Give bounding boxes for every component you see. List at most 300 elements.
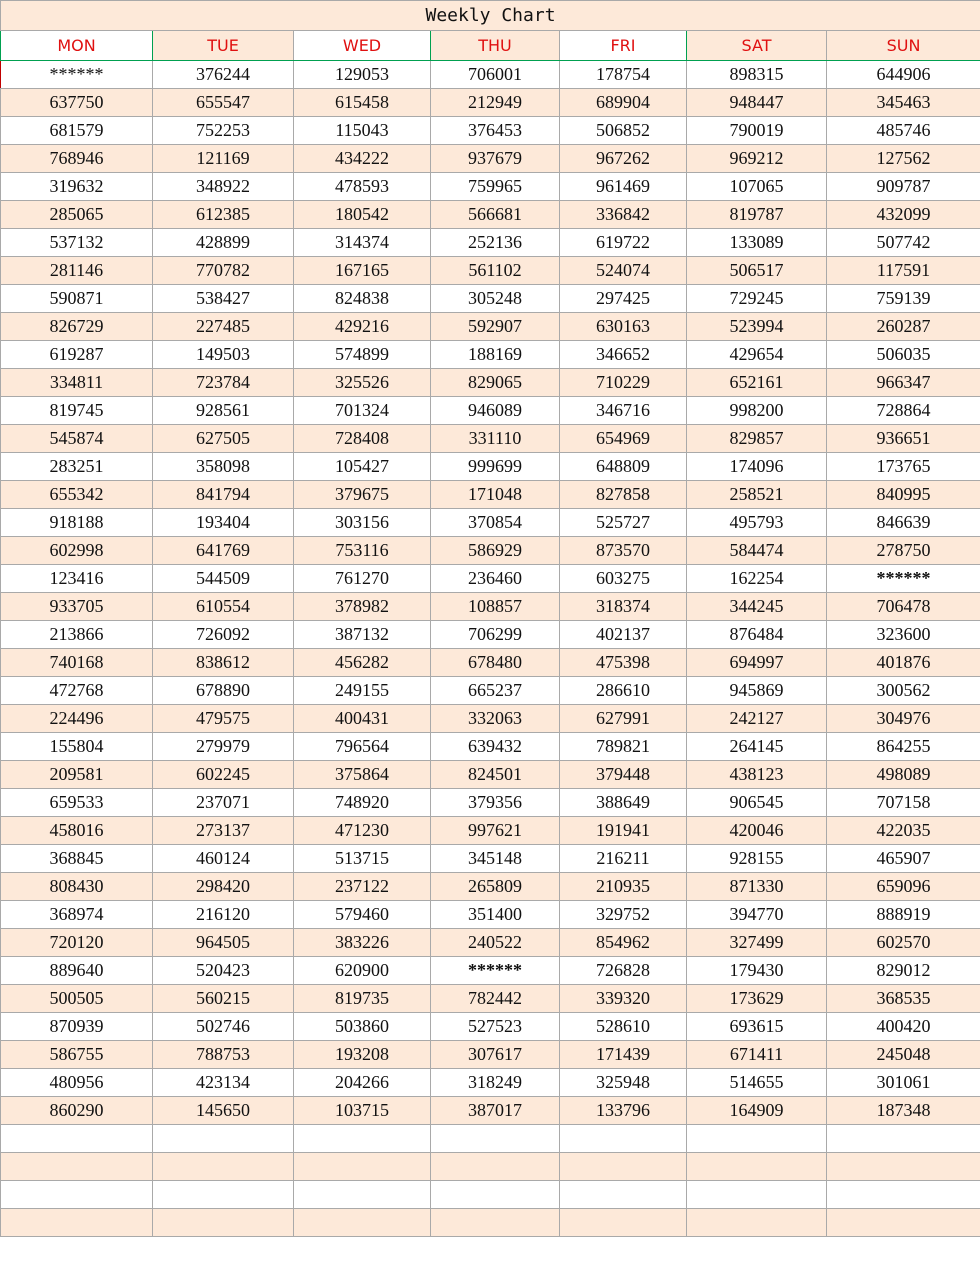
cell-fri: 216211 [560,845,687,873]
cell-wed: 819735 [294,985,431,1013]
cell-wed: 314374 [294,229,431,257]
cell-sun: 829012 [827,957,980,985]
cell-sun: 759139 [827,285,980,313]
cell-mon: 545874 [1,425,153,453]
cell-sat [687,1181,827,1209]
cell-fri: 171439 [560,1041,687,1069]
table-row [1,145,980,173]
cell-sun: 401876 [827,649,980,677]
cell-sat: 420046 [687,817,827,845]
cell-thu: ****** [431,957,560,985]
cell-mon: 659533 [1,789,153,817]
cell-tue: 121169 [153,145,294,173]
cell-mon: 281146 [1,257,153,285]
cell-sat: 327499 [687,929,827,957]
cell-sun: 301061 [827,1069,980,1097]
cell-tue: 841794 [153,481,294,509]
cell-thu: 829065 [431,369,560,397]
cell-wed: 456282 [294,649,431,677]
table-row [1,901,980,929]
cell-thu: 318249 [431,1069,560,1097]
table-row [1,481,980,509]
cell-sun: 966347 [827,369,980,397]
table-row [1,957,980,985]
cell-mon: 655342 [1,481,153,509]
cell-sun [827,1181,980,1209]
cell-tue: 723784 [153,369,294,397]
cell-tue: 479575 [153,705,294,733]
cell-wed: 103715 [294,1097,431,1125]
cell-mon [1,1209,153,1237]
cell-tue: 655547 [153,89,294,117]
cell-mon: 319632 [1,173,153,201]
table-row [1,537,980,565]
cell-thu: 561102 [431,257,560,285]
cell-fri: 379448 [560,761,687,789]
cell-fri: 827858 [560,481,687,509]
cell-wed: 383226 [294,929,431,957]
table-row [1,229,980,257]
cell-tue: 838612 [153,649,294,677]
cell-wed: 824838 [294,285,431,313]
cell-thu: 678480 [431,649,560,677]
cell-tue [153,1209,294,1237]
cell-sat: 438123 [687,761,827,789]
cell-fri: 388649 [560,789,687,817]
cell-wed: 429216 [294,313,431,341]
cell-sun: 345463 [827,89,980,117]
cell-tue: 149503 [153,341,294,369]
table-row [1,173,980,201]
cell-sun: 728864 [827,397,980,425]
cell-sat: 429654 [687,341,827,369]
cell-fri: 689904 [560,89,687,117]
table-row [1,649,980,677]
cell-wed: 796564 [294,733,431,761]
cell-tue: 502746 [153,1013,294,1041]
cell-fri: 191941 [560,817,687,845]
table-row [1,425,980,453]
cell-fri: 525727 [560,509,687,537]
cell-fri: 178754 [560,61,687,89]
cell-sat: 506517 [687,257,827,285]
cell-sat: 790019 [687,117,827,145]
cell-tue: 423134 [153,1069,294,1097]
cell-tue: 752253 [153,117,294,145]
cell-tue [153,1181,294,1209]
cell-sun: ****** [827,565,980,593]
cell-mon: 123416 [1,565,153,593]
cell-sat: 694997 [687,649,827,677]
cell-wed: 129053 [294,61,431,89]
cell-sun: 422035 [827,817,980,845]
cell-wed: 387132 [294,621,431,649]
table-row [1,257,980,285]
cell-mon: 480956 [1,1069,153,1097]
cell-thu: 331110 [431,425,560,453]
cell-sun: 187348 [827,1097,980,1125]
cell-sat: 258521 [687,481,827,509]
cell-thu: 706299 [431,621,560,649]
cell-tue: 358098 [153,453,294,481]
cell-mon: 458016 [1,817,153,845]
cell-sat: 164909 [687,1097,827,1125]
cell-sat [687,1209,827,1237]
cell-sun: 706478 [827,593,980,621]
cell-mon: ****** [1,61,153,89]
cell-fri: 346652 [560,341,687,369]
cell-mon: 500505 [1,985,153,1013]
cell-mon: 537132 [1,229,153,257]
cell-mon: 933705 [1,593,153,621]
cell-fri [560,1181,687,1209]
cell-sat: 693615 [687,1013,827,1041]
table-row [1,929,980,957]
cell-wed: 379675 [294,481,431,509]
cell-sat: 133089 [687,229,827,257]
cell-thu: 332063 [431,705,560,733]
cell-mon: 209581 [1,761,153,789]
cell-wed: 237122 [294,873,431,901]
cell-sat: 264145 [687,733,827,761]
cell-mon: 213866 [1,621,153,649]
cell-mon: 590871 [1,285,153,313]
table-row [1,845,980,873]
cell-sun: 485746 [827,117,980,145]
cell-mon: 368974 [1,901,153,929]
cell-mon: 155804 [1,733,153,761]
cell-mon: 740168 [1,649,153,677]
header-fri: FRI [560,31,687,61]
cell-sat: 179430 [687,957,827,985]
cell-wed: 513715 [294,845,431,873]
cell-thu: 997621 [431,817,560,845]
cell-mon: 768946 [1,145,153,173]
cell-thu: 345148 [431,845,560,873]
cell-sat: 906545 [687,789,827,817]
table-row [1,817,980,845]
table-row [1,1069,980,1097]
cell-mon: 860290 [1,1097,153,1125]
cell-sat: 344245 [687,593,827,621]
cell-sat: 898315 [687,61,827,89]
cell-wed [294,1153,431,1181]
cell-wed: 115043 [294,117,431,145]
cell-tue: 627505 [153,425,294,453]
table-row [1,761,980,789]
cell-sun: 659096 [827,873,980,901]
cell-mon: 889640 [1,957,153,985]
cell-thu: 171048 [431,481,560,509]
cell-sat: 514655 [687,1069,827,1097]
cell-tue: 602245 [153,761,294,789]
table-row [1,201,980,229]
cell-tue: 538427 [153,285,294,313]
cell-sun: 507742 [827,229,980,257]
cell-wed: 761270 [294,565,431,593]
cell-thu: 252136 [431,229,560,257]
cell-tue: 376244 [153,61,294,89]
table-row [1,733,980,761]
cell-sun: 644906 [827,61,980,89]
table-row [1,89,980,117]
header-mon: MON [1,31,153,61]
cell-sun: 278750 [827,537,980,565]
cell-tue: 726092 [153,621,294,649]
cell-tue: 460124 [153,845,294,873]
cell-thu [431,1209,560,1237]
cell-fri: 339320 [560,985,687,1013]
cell-thu: 108857 [431,593,560,621]
cell-sat: 948447 [687,89,827,117]
cell-thu: 937679 [431,145,560,173]
cell-sun: 368535 [827,985,980,1013]
header-row [1,31,980,61]
table-row [1,1181,980,1209]
cell-fri: 524074 [560,257,687,285]
cell-sat: 584474 [687,537,827,565]
cell-tue: 641769 [153,537,294,565]
cell-sun: 117591 [827,257,980,285]
cell-fri: 286610 [560,677,687,705]
cell-tue: 964505 [153,929,294,957]
header-sun: SUN [827,31,980,61]
cell-mon: 826729 [1,313,153,341]
cell-thu: 527523 [431,1013,560,1041]
cell-fri: 329752 [560,901,687,929]
cell-sun: 888919 [827,901,980,929]
cell-tue: 279979 [153,733,294,761]
cell-sun: 602570 [827,929,980,957]
cell-sat: 969212 [687,145,827,173]
cell-wed: 574899 [294,341,431,369]
cell-wed: 748920 [294,789,431,817]
cell-wed: 728408 [294,425,431,453]
cell-tue: 560215 [153,985,294,1013]
cell-tue [153,1153,294,1181]
cell-fri [560,1125,687,1153]
cell-mon: 586755 [1,1041,153,1069]
table-row [1,593,980,621]
cell-fri: 873570 [560,537,687,565]
cell-sun [827,1125,980,1153]
cell-thu [431,1125,560,1153]
cell-sat: 394770 [687,901,827,929]
cell-wed: 701324 [294,397,431,425]
cell-thu: 265809 [431,873,560,901]
cell-wed: 167165 [294,257,431,285]
cell-wed: 378982 [294,593,431,621]
cell-thu: 824501 [431,761,560,789]
cell-fri [560,1153,687,1181]
cell-sun: 304976 [827,705,980,733]
table-row [1,873,980,901]
table-row [1,509,980,537]
table-row [1,61,980,89]
cell-thu: 212949 [431,89,560,117]
cell-thu: 782442 [431,985,560,1013]
cell-thu: 586929 [431,537,560,565]
cell-mon: 224496 [1,705,153,733]
cell-thu: 370854 [431,509,560,537]
cell-sat: 928155 [687,845,827,873]
cell-sun: 260287 [827,313,980,341]
cell-tue: 520423 [153,957,294,985]
table-row [1,1097,980,1125]
cell-thu [431,1181,560,1209]
table-row [1,677,980,705]
cell-mon [1,1153,153,1181]
cell-wed: 204266 [294,1069,431,1097]
cell-fri: 528610 [560,1013,687,1041]
cell-sat: 242127 [687,705,827,733]
cell-thu: 999699 [431,453,560,481]
cell-tue: 788753 [153,1041,294,1069]
cell-mon: 368845 [1,845,153,873]
cell-tue: 298420 [153,873,294,901]
chart-title: Weekly Chart [1,1,980,31]
cell-thu: 236460 [431,565,560,593]
table-row [1,789,980,817]
header-thu: THU [431,31,560,61]
cell-mon: 334811 [1,369,153,397]
cell-tue: 216120 [153,901,294,929]
cell-mon: 720120 [1,929,153,957]
cell-thu [431,1153,560,1181]
cell-fri: 346716 [560,397,687,425]
cell-sun: 173765 [827,453,980,481]
cell-tue: 237071 [153,789,294,817]
cell-tue: 348922 [153,173,294,201]
cell-fri: 854962 [560,929,687,957]
cell-sat [687,1125,827,1153]
cell-mon: 819745 [1,397,153,425]
cell-sat: 829857 [687,425,827,453]
cell-fri: 297425 [560,285,687,313]
cell-wed: 400431 [294,705,431,733]
cell-sat: 523994 [687,313,827,341]
cell-thu: 305248 [431,285,560,313]
cell-sun: 909787 [827,173,980,201]
cell-sat: 107065 [687,173,827,201]
cell-thu: 566681 [431,201,560,229]
cell-sun: 465907 [827,845,980,873]
cell-sun: 936651 [827,425,980,453]
table-row [1,369,980,397]
cell-mon: 870939 [1,1013,153,1041]
cell-mon: 619287 [1,341,153,369]
cell-fri [560,1209,687,1237]
cell-mon: 918188 [1,509,153,537]
cell-wed: 249155 [294,677,431,705]
cell-mon: 637750 [1,89,153,117]
cell-sun: 846639 [827,509,980,537]
cell-fri: 654969 [560,425,687,453]
cell-mon: 681579 [1,117,153,145]
cell-wed: 105427 [294,453,431,481]
cell-fri: 475398 [560,649,687,677]
cell-sun: 506035 [827,341,980,369]
cell-wed: 615458 [294,89,431,117]
cell-fri: 627991 [560,705,687,733]
cell-tue: 928561 [153,397,294,425]
cell-mon: 283251 [1,453,153,481]
table-row [1,1153,980,1181]
header-tue: TUE [153,31,294,61]
cell-fri: 630163 [560,313,687,341]
cell-wed: 325526 [294,369,431,397]
cell-wed: 478593 [294,173,431,201]
cell-thu: 592907 [431,313,560,341]
cell-fri: 325948 [560,1069,687,1097]
cell-fri: 967262 [560,145,687,173]
cell-sat [687,1153,827,1181]
cell-thu: 379356 [431,789,560,817]
cell-thu: 706001 [431,61,560,89]
cell-wed [294,1181,431,1209]
cell-wed: 375864 [294,761,431,789]
cell-fri: 619722 [560,229,687,257]
cell-sun: 127562 [827,145,980,173]
cell-sun: 840995 [827,481,980,509]
cell-tue: 193404 [153,509,294,537]
cell-sat: 819787 [687,201,827,229]
cell-mon [1,1181,153,1209]
cell-mon [1,1125,153,1153]
cell-sat: 162254 [687,565,827,593]
cell-fri: 789821 [560,733,687,761]
table-row [1,397,980,425]
cell-wed: 303156 [294,509,431,537]
cell-tue: 678890 [153,677,294,705]
cell-thu: 307617 [431,1041,560,1069]
cell-mon: 808430 [1,873,153,901]
cell-fri: 336842 [560,201,687,229]
cell-wed: 193208 [294,1041,431,1069]
header-wed: WED [294,31,431,61]
cell-fri: 318374 [560,593,687,621]
title-row [1,1,980,31]
table-row [1,1041,980,1069]
table-row [1,285,980,313]
cell-sun: 400420 [827,1013,980,1041]
cell-tue: 428899 [153,229,294,257]
table-row [1,341,980,369]
table-row [1,985,980,1013]
cell-wed: 620900 [294,957,431,985]
cell-sun [827,1209,980,1237]
cell-sat: 495793 [687,509,827,537]
table-row [1,1013,980,1041]
table-row [1,705,980,733]
cell-sat: 876484 [687,621,827,649]
cell-thu: 639432 [431,733,560,761]
cell-wed: 180542 [294,201,431,229]
cell-thu: 946089 [431,397,560,425]
cell-tue: 544509 [153,565,294,593]
cell-sun: 864255 [827,733,980,761]
cell-sat: 671411 [687,1041,827,1069]
table-row [1,1209,980,1237]
cell-wed [294,1209,431,1237]
cell-thu: 759965 [431,173,560,201]
cell-wed: 579460 [294,901,431,929]
table-row [1,313,980,341]
cell-mon: 602998 [1,537,153,565]
cell-tue: 612385 [153,201,294,229]
cell-fri: 133796 [560,1097,687,1125]
cell-fri: 402137 [560,621,687,649]
